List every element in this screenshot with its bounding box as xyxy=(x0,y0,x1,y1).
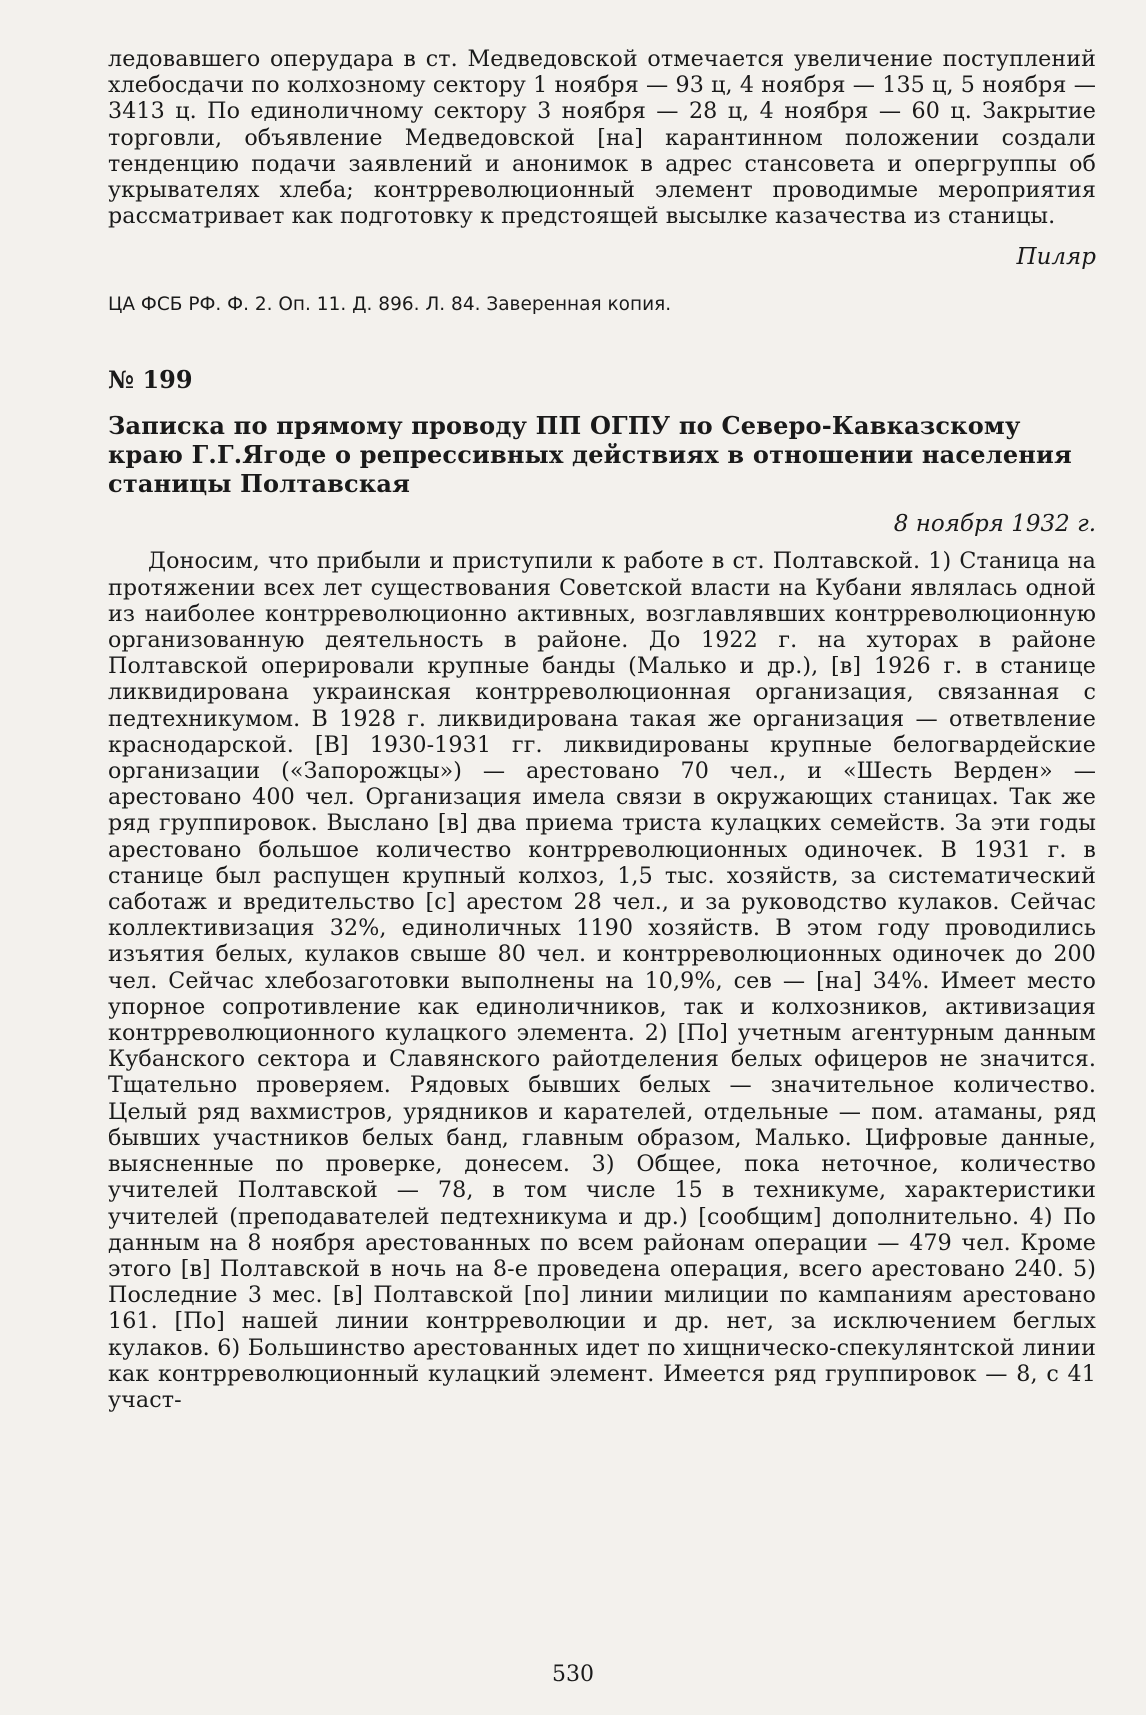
document-number: № 199 xyxy=(108,365,193,395)
document-title: Записка по прямому проводу ПП ОГПУ по Северо-Кавказскому краю Г.Г.Ягоде о репрессивных действиях в отношении населения станицы Полтавская xyxy=(108,411,1072,499)
page-number: 530 xyxy=(552,1662,594,1687)
continuation-paragraph: ледовавшего оперударa в ст. Медведовской отмечается увеличение поступлений хлебосдачи по колхозному сектору 1 ноября — 93 ц, 4 ноября — 135 ц, 5 ноября — 3413 ц. По единоличному сектору 3 ноября — 28 ц, 4 ноября — 60 ц. Закрытие торговли, объявление Медведовской [на] карантинном положении создали тенденцию подачи заявлений и анонимок в адрес стансовета и опергруппы об укрывателях хлеба; контрреволюционный элемент проводимые мероприятия рассматривает как подготовку к предстоящей высылке казачества из станицы. xyxy=(108,46,1096,230)
text-column xyxy=(108,46,1096,1413)
archive-source-note: ЦА ФСБ РФ. Ф. 2. Оп. 11. Д. 896. Л. 84. Заверенная копия. xyxy=(108,294,672,316)
signature: Пиляр xyxy=(1016,244,1096,271)
document-body: Доносим, что прибыли и приступили к работе в ст. Полтавской. 1) Станица на протяжении всех лет существования Советской власти на Кубани являлась одной из наиболее контрреволюционно активных, возглавлявших контрреволюционную организованную деятельность в районе. До 1922 г. на хуторах в районе Полтавской оперировали крупные банды (Малько и др.), [в] 1926 г. в станице ликвидирована украинская контрреволюционная организация, связанная с педтехникумом. В 1928 г. ликвидирована такая же организация — ответвление краснодарской. [В] 1930-1931 гг. ликвидированы крупные белогвардейские организации («Запорожцы») — арестовано 70 чел., и «Шесть Верден» — арестовано 400 чел. Организация имела связи в окружающих станицах. Так же ряд группировок. Выслано [в] два приема триста кулацких семейств. За эти годы арестовано большое количество контрреволюционных одиночек. В 1931 г. в станице был распущен крупный колхоз, 1,5 тыс. хозяйств, за систематический саботаж и вредительство [с] арестом 28 чел., и за руководство кулаков. Сейчас коллективизация 32%, единоличных 1190 хозяйств. В этом году проводились изъятия белых, кулаков свыше 80 чел. и контрреволюционных одиночек до 200 чел. Сейчас хлебозаготовки выполнены на 10,9%, сев — [на] 34%. Имеет место упорное сопротивление как единоличников, так и колхозников, активизация контрреволюционного кулацкого элемента. 2) [По] учетным агентурным данным Кубанского сектора и Славянского райотделения белых офицеров не значится. Тщательно проверяем. Рядовых бывших белых — значительное количество. Целый ряд вахмистров, урядников и карателей, отдельные — пом. атаманы, ряд бывших участников белых банд, главным образом, Малько. Цифровые данные, выясненные по проверке, донесем. 3) Общее, пока неточное, количество учителей Полтавской — 78, в том числе 15 в техникуме, характеристики учителей (преподавателей педтехникума и др.) [сообщим] дополнительно. 4) По данным на 8 ноября арестованных по всем районам операции — 479 чел. Кроме этого [в] Полтавской в ночь на 8-е проведена операция, всего арестовано 240. 5) Последние 3 мес. [в] Полтавской [по] линии милиции по кампаниям арестовано 161. [По] нашей линии контрреволюции и др. нет, за исключением беглых кулаков. 6) Большинство арестованных идет по хищническо-спекулянтской линии как контрреволюционный кулацкий элемент. Имеется ряд группировок — 8, с 41 участ- xyxy=(108,548,1096,1413)
document-date: 8 ноября 1932 г. xyxy=(893,511,1096,538)
